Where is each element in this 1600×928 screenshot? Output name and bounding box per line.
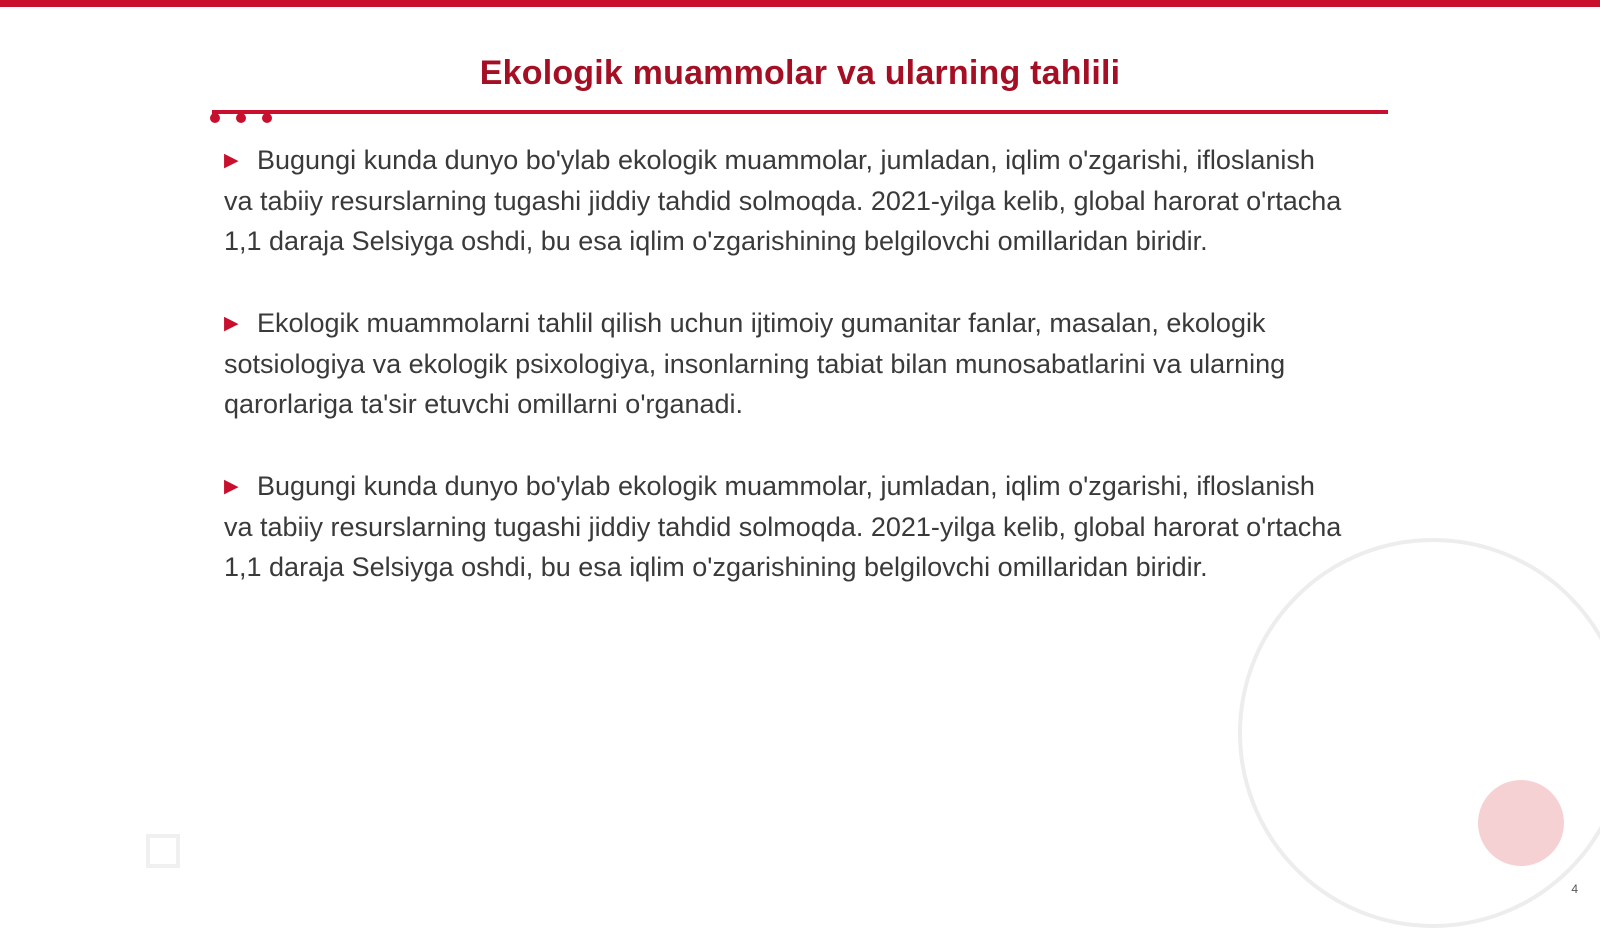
triangle-right-icon: ▶ <box>224 476 239 497</box>
bullet-item <box>224 303 1344 424</box>
triangle-right-icon: ▶ <box>224 313 239 334</box>
bullet-item <box>224 140 1344 261</box>
page-number: 4 <box>1571 882 1578 896</box>
bullet-text: Bugungi kunda dunyo bo'ylab ekologik muammolar, jumladan, iqlim o'zgarishi, ifloslanish va tabiiy resurslarning tugashi jiddiy tahdid solmoqda. 2021-yilga kelib, global harorat o'rtacha 1,1 daraja Selsiyga oshdi, bu esa iqlim o'zgarishining belgilovchi omillaridan biridir. <box>224 145 1342 256</box>
rule-dot <box>262 113 272 123</box>
rule-dot <box>210 113 220 123</box>
bullet-item <box>224 466 1344 587</box>
bullet-list <box>224 140 1344 629</box>
title-underline <box>212 110 1388 114</box>
bullet-text: Ekologik muammolarni tahlil qilish uchun ijtimoiy gumanitar fanlar, masalan, ekologik sotsiologiya va ekologik psixologiya, insonlarning tabiat bilan munosabatlarini va ularning qarorlariga ta'sir etuvchi omillarni o'rganadi. <box>224 308 1286 419</box>
decorative-circle <box>1478 780 1564 866</box>
slide-title: Ekologik muammolar va ularning tahlili <box>479 54 1121 92</box>
rule-dot <box>236 113 246 123</box>
decorative-square <box>146 834 180 868</box>
top-accent-bar <box>0 0 1600 7</box>
decorative-ring <box>1238 538 1600 928</box>
triangle-right-icon: ▶ <box>224 150 239 171</box>
bullet-text: Bugungi kunda dunyo bo'ylab ekologik muammolar, jumladan, iqlim o'zgarishi, ifloslanish va tabiiy resurslarning tugashi jiddiy tahdid solmoqda. 2021-yilga kelib, global harorat o'rtacha 1,1 daraja Selsiyga oshdi, bu esa iqlim o'zgarishining belgilovchi omillaridan biridir. <box>224 471 1342 582</box>
